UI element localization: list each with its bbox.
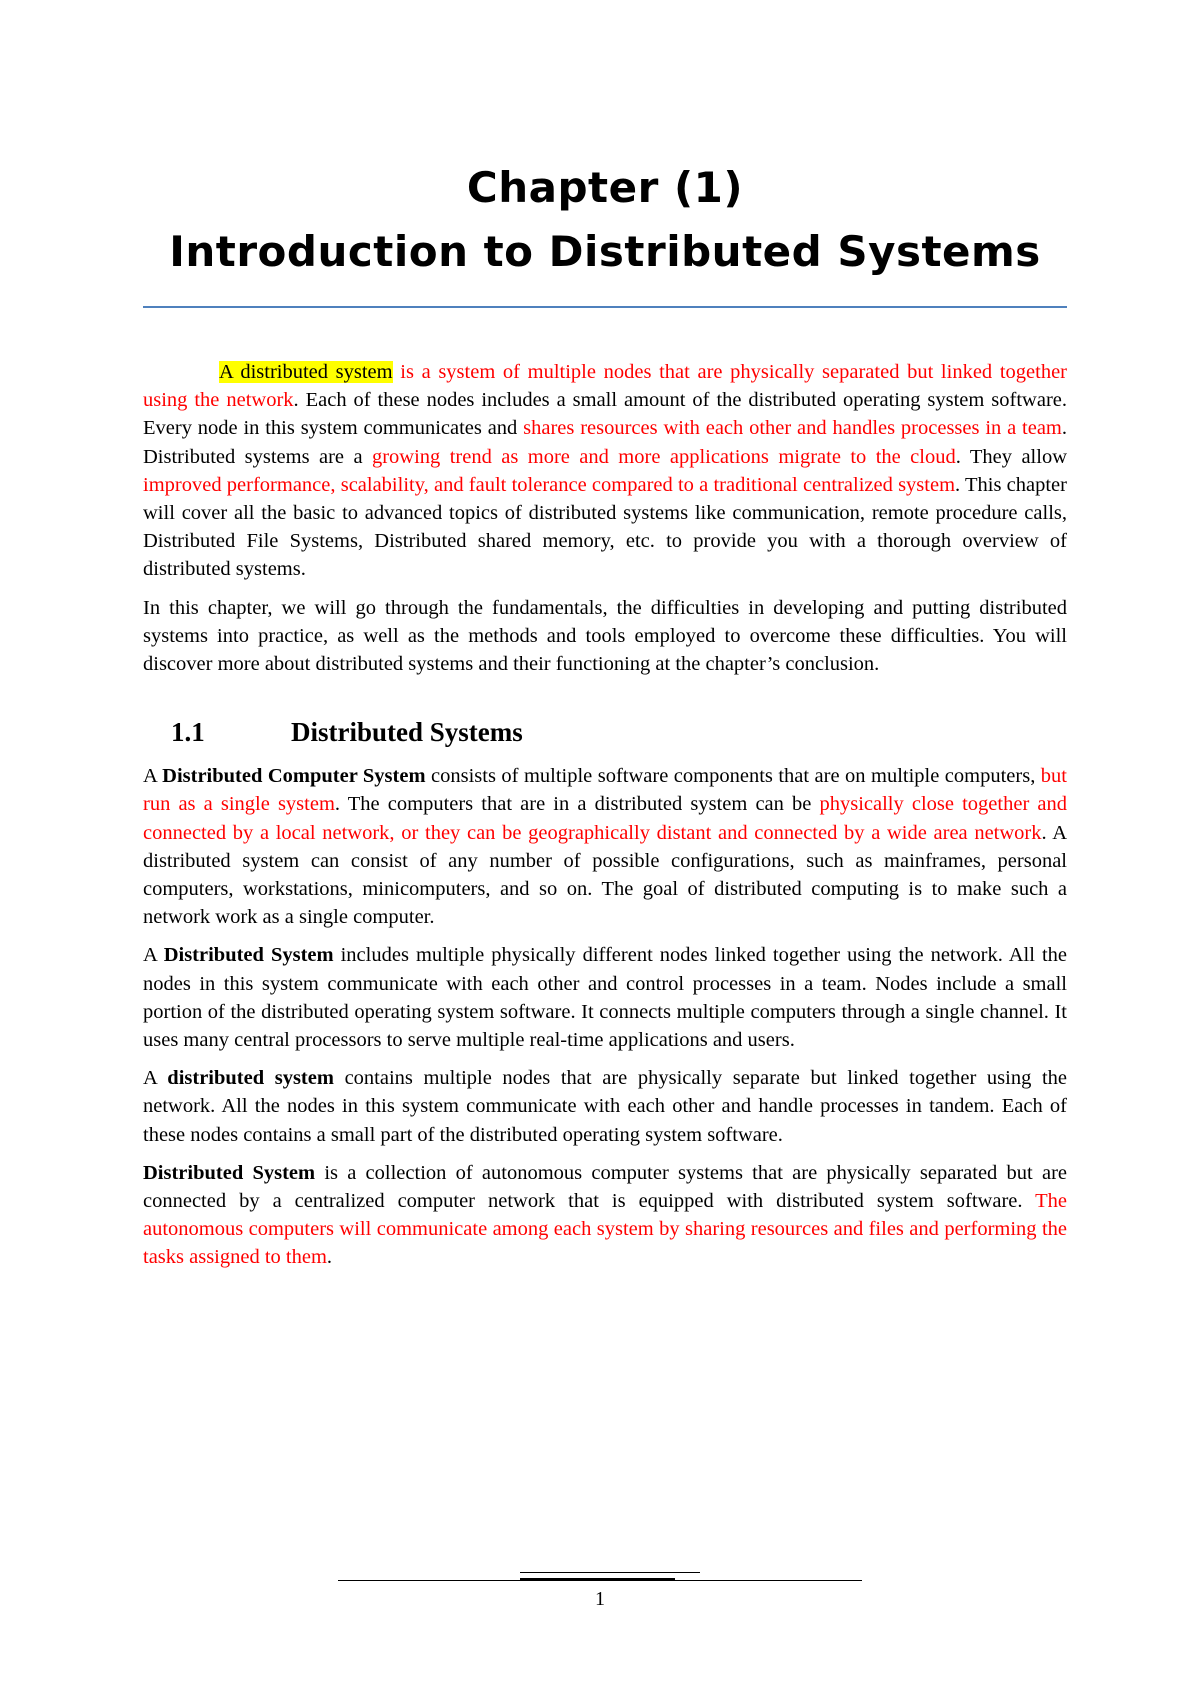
emphasis-text: growing trend as more and more applications migrate to the cloud xyxy=(371,445,956,468)
section-number: 1.1 xyxy=(171,717,205,748)
body-text: includes multiple physically different nodes linked together using the network. All the nodes in this system communicate with each other and control processes in a team. Nodes include a small portion of the distributed operating system software. It connects multiple computers through a single channel. It uses many central processors to serve multiple real-time applications and users. xyxy=(143,944,1068,1052)
emphasis-text: physically close together and connected by a local network, or they can be geographically distant and connected by a wide area network xyxy=(143,793,1067,844)
intro-paragraph-2: In this chapter, we will go through the fundamentals, the difficulties in developing and putting distributed systems into practice, as well as the methods and tools employed to overcome these difficulties. You will discover more about distributed systems and their functioning at the chapter’s conclusion. xyxy=(143,596,1067,676)
intro-paragraph-1 xyxy=(143,358,1067,584)
body-text: A xyxy=(143,944,164,967)
footer-rule-top xyxy=(520,1572,700,1573)
chapter-body xyxy=(143,358,1067,1282)
bold-term: distributed system xyxy=(167,1067,334,1090)
body-text: A xyxy=(143,1067,168,1090)
emphasis-text: shares resources with each other and handles processes in a team xyxy=(523,417,1062,440)
body-text: . Each of these nodes includes a small amount of the distributed operating system software. Every node in this system communicates and xyxy=(143,389,1067,440)
bold-term: Distributed System xyxy=(143,1161,316,1184)
emphasis-text: is a system of multiple nodes that are physically separated but linked together using the network xyxy=(143,361,1067,412)
body-text: . Distributed systems are a xyxy=(143,417,1067,468)
paragraph-distributed-computer-system xyxy=(143,762,1067,931)
body-text: consists of multiple software components that are on multiple computers, xyxy=(425,765,1041,788)
chapter-number: Chapter (1) xyxy=(466,163,744,212)
highlighted-term: A distributed system xyxy=(219,361,393,383)
section-title: Distributed Systems xyxy=(291,717,523,748)
body-text: contains multiple nodes that are physically separate but linked together using the network. All the nodes in this system communicate with each other and handle processes in tandem. Each of these nodes contains a small part of the distributed operating system software. xyxy=(143,1067,1067,1146)
paragraph-distributed-system-3 xyxy=(143,1159,1067,1272)
paragraph-distributed-system-2 xyxy=(143,1064,1067,1149)
section-heading xyxy=(171,714,1067,750)
body-text: is a collection of autonomous computer systems that are physically separated but are connected by a centralized computer network that is equipped with distributed system software. xyxy=(143,1161,1067,1213)
bold-term: Distributed System xyxy=(163,944,334,967)
bold-term: Distributed Computer System xyxy=(162,765,426,788)
chapter-name: Introduction to Distributed Systems xyxy=(169,227,1041,276)
body-text: . The computers that are in a distributed system can be xyxy=(334,793,820,816)
chapter-title xyxy=(140,160,1070,282)
body-text: . They allow xyxy=(955,445,1067,468)
emphasis-text: but run as a single system xyxy=(143,765,1067,816)
paragraph-distributed-system-1 xyxy=(143,941,1067,1054)
page-number: 1 xyxy=(595,1588,605,1610)
body-text: . A distributed system can consist of any number of possible configurations, such as mainframes, personal computers, workstations, minicomputers, and so on. The goal of distributed computing is to make such a network work as a single computer. xyxy=(143,821,1067,929)
body-text: . This chapter will cover all the basic to advanced topics of distributed systems like communication, remote procedure calls, Distributed File Systems, Distributed shared memory, etc. to provide you with a thorough overview of distributed systems. xyxy=(143,473,1067,581)
footer-rule xyxy=(338,1580,862,1581)
body-text: A xyxy=(143,765,163,788)
emphasis-text: improved performance, scalability, and fault tolerance compared to a traditional centralized system xyxy=(143,473,956,496)
emphasis-text: The autonomous computers will communicate among each system by sharing resources and files and performing the tasks assigned to them xyxy=(143,1190,1067,1269)
title-underline xyxy=(143,306,1067,308)
body-text: . xyxy=(326,1246,333,1269)
